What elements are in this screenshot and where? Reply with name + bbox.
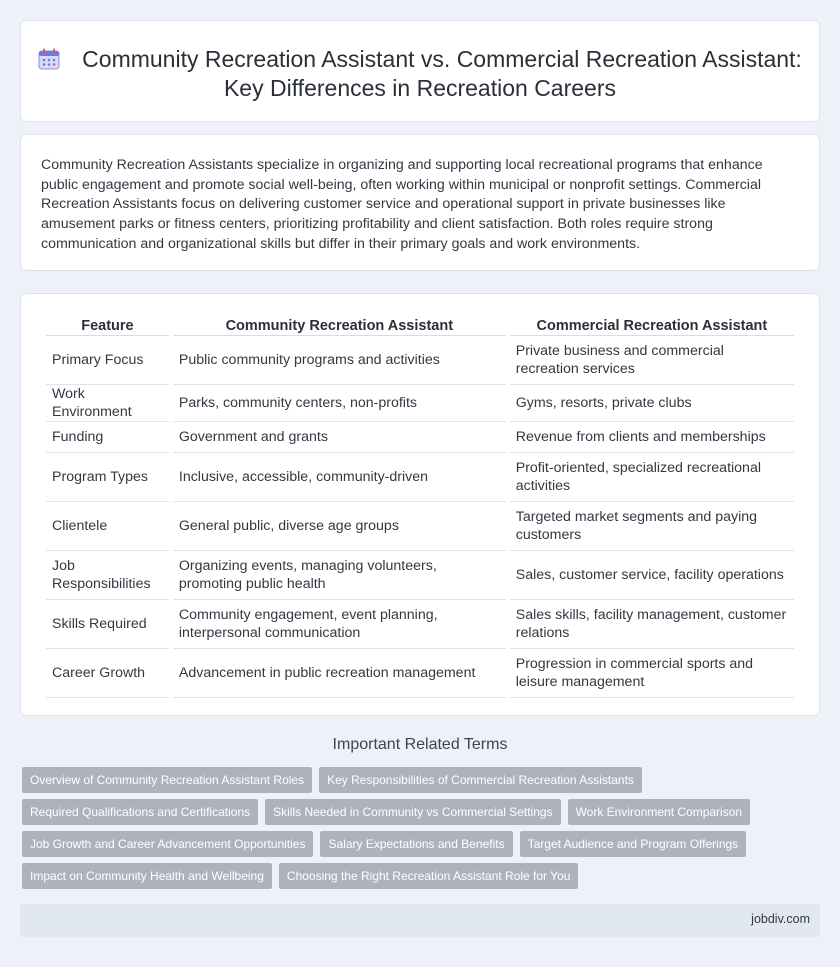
- row-feature: Skills Required: [46, 600, 169, 649]
- table-row: [46, 385, 794, 422]
- footer: [20, 904, 820, 937]
- intro-paragraph: Community Recreation Assistants specialize in organizing and supporting local recreational programs that enhance public engagement and promote social well-being, often working within municipal or nonprofit settings. Commercial Recreation Assistants focus on delivering customer service and operational support in private businesses like amusement parks or fitness centers, prioritizing profitability and client satisfaction. Both roles require strong communication and organizational skills but differ in their primary goals and work environments.: [41, 157, 763, 252]
- row-feature: Primary Focus: [46, 336, 169, 385]
- comparison-table: [42, 317, 798, 698]
- table-row: [46, 422, 794, 453]
- related-term-tag[interactable]: Overview of Community Recreation Assistant Roles: [22, 767, 312, 793]
- row-commercial-value: Profit-oriented, specialized recreational activities: [510, 453, 794, 502]
- table-row: [46, 453, 794, 502]
- table-row: [46, 551, 794, 600]
- row-commercial-value: Gyms, resorts, private clubs: [510, 385, 794, 422]
- row-community-value: Community engagement, event planning, interpersonal communication: [173, 600, 506, 649]
- row-commercial-value: Private business and commercial recreation services: [510, 336, 794, 385]
- page-title-wrap: [21, 45, 819, 103]
- related-terms-list: [22, 767, 822, 895]
- related-term-tag[interactable]: Salary Expectations and Benefits: [320, 831, 512, 857]
- intro-card: [20, 134, 820, 271]
- related-term-tag[interactable]: Required Qualifications and Certifications: [22, 799, 258, 825]
- tag-row: [22, 863, 822, 889]
- related-term-tag[interactable]: Skills Needed in Community vs Commercial Settings: [265, 799, 560, 825]
- related-term-tag[interactable]: Impact on Community Health and Wellbeing: [22, 863, 272, 889]
- header-feature: Feature: [46, 317, 169, 336]
- calendar-icon: [38, 48, 60, 70]
- row-feature: Program Types: [46, 453, 169, 502]
- comparison-card: [20, 293, 820, 716]
- row-community-value: Inclusive, accessible, community-driven: [173, 453, 506, 502]
- row-community-value: Public community programs and activities: [173, 336, 506, 385]
- table-row: [46, 600, 794, 649]
- page-title: Community Recreation Assistant vs. Commercial Recreation Assistant: Key Differences in Recreation Careers: [82, 46, 802, 101]
- row-commercial-value: Targeted market segments and paying customers: [510, 502, 794, 551]
- related-term-tag[interactable]: Choosing the Right Recreation Assistant Role for You: [279, 863, 579, 889]
- row-feature: Work Environment: [46, 385, 169, 422]
- row-community-value: Government and grants: [173, 422, 506, 453]
- row-commercial-value: Progression in commercial sports and leisure management: [510, 649, 794, 698]
- row-commercial-value: Revenue from clients and memberships: [510, 422, 794, 453]
- row-community-value: General public, diverse age groups: [173, 502, 506, 551]
- row-commercial-value: Sales skills, facility management, customer relations: [510, 600, 794, 649]
- tag-row: [22, 799, 822, 825]
- row-community-value: Parks, community centers, non-profits: [173, 385, 506, 422]
- row-feature: Clientele: [46, 502, 169, 551]
- related-term-tag[interactable]: Job Growth and Career Advancement Opportunities: [22, 831, 313, 857]
- row-feature: Funding: [46, 422, 169, 453]
- header-commercial: Commercial Recreation Assistant: [510, 317, 794, 336]
- related-term-tag[interactable]: Target Audience and Program Offerings: [520, 831, 747, 857]
- row-commercial-value: Sales, customer service, facility operations: [510, 551, 794, 600]
- row-feature: Job Responsibilities: [46, 551, 169, 600]
- related-term-tag[interactable]: Work Environment Comparison: [568, 799, 751, 825]
- table-row: [46, 502, 794, 551]
- header-community: Community Recreation Assistant: [173, 317, 506, 336]
- related-term-tag[interactable]: Key Responsibilities of Commercial Recreation Assistants: [319, 767, 642, 793]
- table-header-row: [46, 317, 794, 336]
- header-card: [20, 20, 820, 122]
- footer-site-link[interactable]: jobdiv.com: [751, 912, 810, 926]
- tag-row: [22, 767, 822, 793]
- row-community-value: Organizing events, managing volunteers, promoting public health: [173, 551, 506, 600]
- tag-row: [22, 831, 822, 857]
- table-row: [46, 649, 794, 698]
- row-feature: Career Growth: [46, 649, 169, 698]
- related-terms-title: Important Related Terms: [332, 736, 508, 753]
- table-row: [46, 336, 794, 385]
- row-community-value: Advancement in public recreation management: [173, 649, 506, 698]
